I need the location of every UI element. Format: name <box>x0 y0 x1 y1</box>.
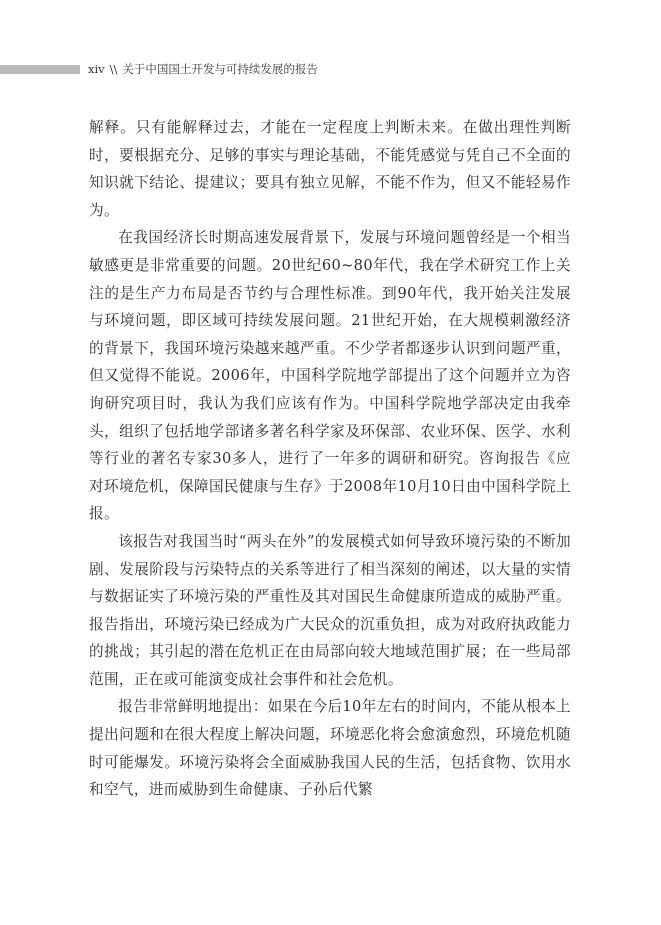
header-decorative-bar <box>0 65 80 74</box>
paragraph: 该报告对我国当时“两头在外”的发展模式如何导致环境污染的不断加剧、发展阶段与污染特点的关系等进行了相当深刻的阐述，以大量的实情与数据证实了环境污染的严重性及其对国民生命健康所造成的威胁严重。报告指出，环境污染已经成为广大民众的沉重负担，成为对政府执政能力的挑战；其引起的潜在危机正在由局部向较大地域范围扩展；在一些局部范围，正在或可能演变成社会事件和社会危机。 <box>89 532 571 688</box>
paragraph: 报告非常鲜明地提出：如果在今后10年左右的时间内，不能从根本上提出问题和在很大程度上解决问题，环境恶化将会愈演愈烈，环境危机随时可能爆发。环境污染将会全面威胁我国人民的生活，包括食物、饮用水和空气，进而威胁到生命健康、子孙后代繁 <box>89 698 571 799</box>
paragraph-continued: 解释。只有能解释过去，才能在一定程度上判断未来。在做出理性判断时，要根据充分、足够的事实与理论基础，不能凭感觉与凭自己不全面的知识就下结论、提建议；要具有独立见解，不能不作为，但又不能轻易作为。 <box>89 119 571 219</box>
paragraph: 在我国经济长时期高速发展背景下，发展与环境问题曾经是一个相当敏感更是非常重要的问题。20世纪60~80年代，我在学术研究工作上关注的是生产力布局是否节约与合理性标准。到90年代，我开始关注发展与环境问题，即区域可持续发展问题。21世纪开始，在大规模刺激经济的背景下，我国环境污染越来越严重。不少学者都逐步认识到问题严重，但又觉得不能说。2006年，中国科学院地学部提出了这个问题并立为咨询研究项目时，我认为我们应该有作为。中国科学院地学部决定由我牵头，组织了包括地学部诸多著名科学家及环保部、农业环保、医学、水利等行业的著名专家30多人，进行了一年多的调研和研究。咨询报告《应对环境危机，保障国民健康与生存》于2008年10月10日由中国科学院上报。 <box>89 229 571 523</box>
body-text <box>89 114 571 804</box>
running-title: 关于中国国土开发与可持续发展的报告 <box>122 62 318 76</box>
header-separator: \\ <box>109 62 118 76</box>
page-number: xiv <box>88 62 105 76</box>
running-header <box>88 62 318 77</box>
